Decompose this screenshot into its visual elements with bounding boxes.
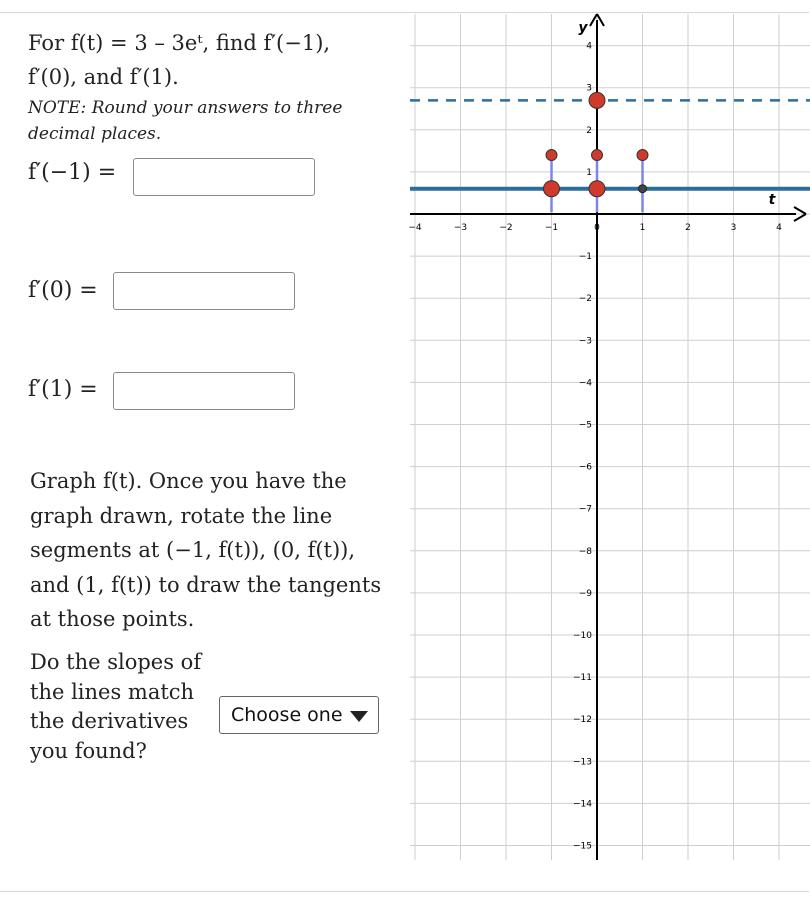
x-axis-label: t (768, 192, 776, 208)
answer-input-f-prime-0[interactable] (113, 272, 295, 310)
y-axis-label: y (578, 20, 588, 36)
asymptote-handle[interactable] (589, 92, 605, 108)
chevron-down-icon (350, 711, 368, 722)
question-line: the derivatives (30, 709, 189, 733)
x-tick-label: −1 (544, 223, 559, 233)
y-tick-label: −10 (573, 631, 592, 641)
graph-tick-labels (408, 20, 782, 852)
slopes-match-dropdown[interactable] (219, 696, 379, 734)
x-tick-label: 3 (730, 223, 737, 233)
y-tick-label: −7 (578, 504, 592, 515)
x-tick-label: 1 (639, 223, 646, 233)
rounding-note (28, 95, 403, 147)
y-tick-label: −15 (573, 841, 592, 852)
graph-grid (410, 14, 810, 860)
instruction-line: and (1, f(t)) to draw the tangents (30, 572, 382, 597)
graph-canvas[interactable] (410, 12, 810, 860)
tangent-rotate-handle[interactable] (637, 150, 648, 161)
y-tick-label: 1 (586, 167, 592, 178)
instruction-line: segments at (−1, f(t)), (0, f(t)), (30, 538, 356, 562)
tangent-rotate-handle[interactable] (546, 150, 557, 161)
question-line: the lines match (30, 679, 195, 704)
answer-input-f-prime-neg1[interactable] (133, 158, 315, 196)
dropdown-value: Choose one (231, 704, 343, 726)
x-tick-label: −2 (499, 223, 513, 233)
answer-label-f-prime-1: f′(1) = (28, 377, 98, 402)
curve-point-handle[interactable] (589, 181, 605, 197)
problem-statement (28, 26, 403, 94)
y-tick-label: −9 (578, 588, 592, 599)
y-tick-label: −8 (578, 546, 592, 557)
slopes-question (30, 648, 220, 766)
x-tick-label: −4 (408, 223, 422, 233)
tangent-rotate-handle[interactable] (592, 150, 603, 161)
instruction-line: at those points. (30, 607, 195, 631)
curve-point-marker (639, 185, 647, 193)
question-line: you found? (30, 738, 147, 763)
answer-label-f-prime-0: f′(0) = (28, 278, 98, 303)
x-tick-label: 2 (685, 223, 691, 233)
y-tick-label: −1 (578, 252, 592, 263)
y-tick-label: −4 (578, 378, 592, 389)
problem-statement-line-1: For f(t) = 3 – 3eᵗ, find f′(−1), (28, 31, 331, 55)
curve-point-handle[interactable] (544, 181, 560, 197)
y-tick-label: 4 (586, 41, 592, 52)
answer-label-f-prime-neg1: f′(−1) = (28, 160, 117, 185)
y-tick-label: 3 (586, 83, 592, 94)
problem-statement-line-2: f′(0), and f′(1). (28, 65, 179, 89)
graph-axes (410, 14, 806, 860)
y-tick-label: 2 (586, 125, 592, 136)
y-tick-label: −11 (573, 673, 592, 684)
y-tick-label: −6 (578, 462, 592, 473)
y-tick-label: −5 (578, 420, 592, 431)
x-tick-label: 4 (776, 223, 782, 233)
rounding-note-line-1: NOTE: Round your answers to three (28, 98, 343, 118)
x-tick-label: −3 (453, 223, 468, 233)
y-tick-label: −14 (573, 799, 592, 810)
question-line: Do the slopes of (30, 650, 202, 674)
y-tick-label: −2 (578, 294, 592, 305)
graph-handles (544, 92, 649, 212)
y-tick-label: −13 (573, 757, 592, 768)
instruction-line: Graph f(t). Once you have the (30, 469, 347, 493)
answer-input-f-prime-1[interactable] (113, 372, 295, 410)
graph-instructions (30, 464, 410, 637)
instruction-line: graph drawn, rotate the line (30, 503, 333, 528)
y-tick-label: −12 (573, 715, 592, 726)
x-tick-label: 0 (594, 223, 600, 233)
rounding-note-line-2: decimal places. (28, 124, 162, 144)
graph-curves (410, 100, 810, 188)
y-tick-label: −3 (578, 336, 592, 347)
